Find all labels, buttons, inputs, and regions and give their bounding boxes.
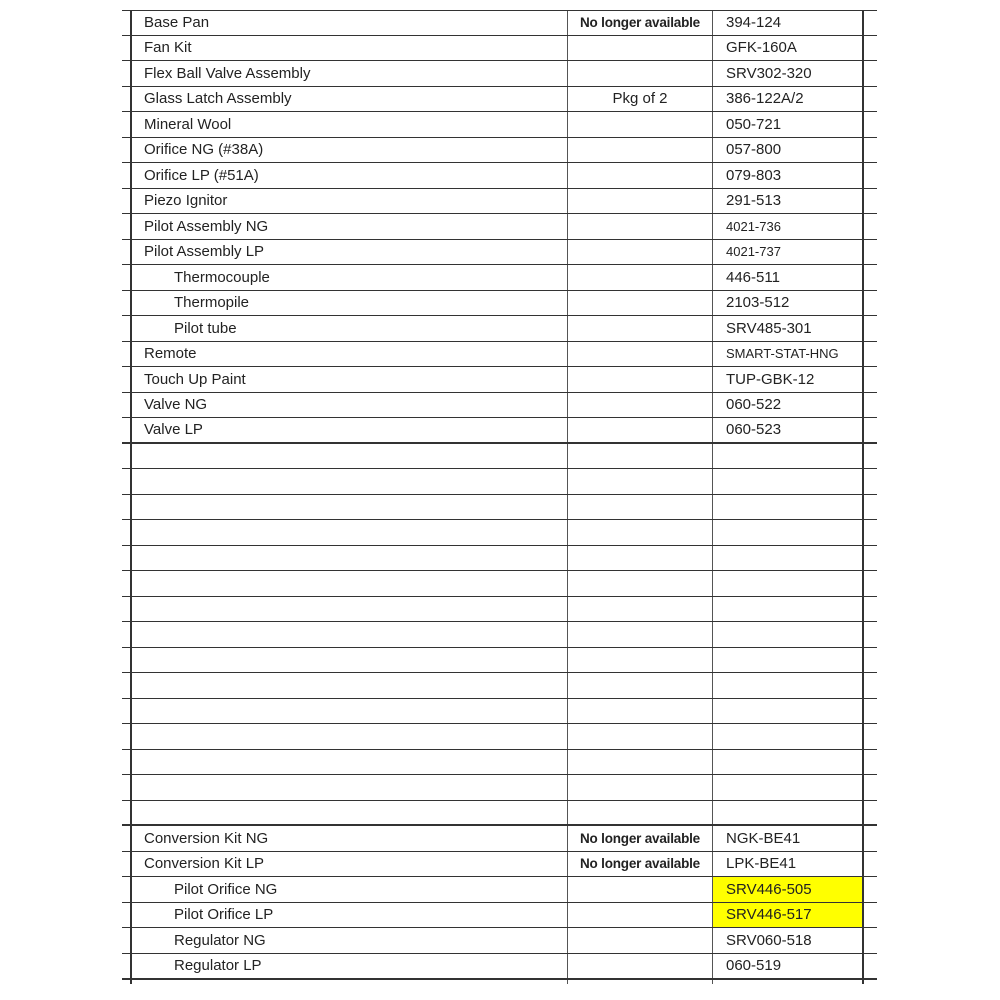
part-number: SRV302-320 [726,64,812,82]
part-note [568,163,712,188]
part-number: 446-511 [726,268,780,286]
part-number [713,469,862,494]
part-note [568,61,712,86]
part-note [568,673,712,698]
part-number: SRV446-505 [713,877,862,902]
part-note [568,954,712,979]
part-description: Fan Kit [144,39,192,57]
part-description: Touch Up Paint [144,370,246,388]
part-note: No longer available [580,830,700,846]
part-description: Remote [144,345,197,363]
part-number: 060-523 [726,421,782,439]
part-note [568,138,712,163]
part-note [568,597,712,622]
part-note [568,495,712,520]
part-note [568,316,712,341]
table-row [122,316,877,342]
part-note [568,801,712,825]
table-row [122,418,877,444]
part-description: Pilot tube [174,319,237,337]
part-description: Valve LP [144,421,203,439]
part-description: Thermocouple [174,268,270,286]
table-row [122,495,877,521]
part-number [713,622,862,647]
table-row [122,546,877,572]
table-row [122,189,877,215]
part-note [568,724,712,749]
table-row [122,826,877,852]
table-row [122,520,877,546]
table-row [122,240,877,266]
part-description: Pilot Orifice LP [174,906,274,924]
part-number [713,520,862,545]
table-row [122,597,877,623]
part-number: TUP-GBK-12 [726,370,815,388]
part-number: 291-513 [726,192,782,210]
table-row [122,444,877,470]
part-number: 050-721 [726,115,782,133]
table-row [122,801,877,827]
part-number: SRV060-518 [726,931,812,949]
part-note [568,444,712,469]
part-note: No longer available [580,15,700,31]
table-row [122,775,877,801]
part-description: Pilot Assembly NG [144,217,269,235]
part-number [713,724,862,749]
part-number [713,495,862,520]
table-row [122,163,877,189]
part-description: Glass Latch Assembly [144,90,292,108]
part-note [568,393,712,418]
table-row [122,87,877,113]
part-number: 394-124 [726,14,782,32]
part-note [568,36,712,61]
part-note [568,775,712,800]
table-row [122,673,877,699]
part-note [568,112,712,137]
part-description: Valve NG [144,396,208,414]
part-number [713,571,862,596]
part-number: NGK-BE41 [726,829,801,847]
table-row [122,954,877,980]
part-number: LPK-BE41 [726,855,797,873]
part-note [568,189,712,214]
table-row [122,291,877,317]
table-row [122,750,877,776]
part-note [568,240,712,265]
part-note: Pkg of 2 [612,90,668,108]
part-number [713,648,862,673]
part-description: Thermopile [174,294,250,312]
table-row [122,928,877,954]
part-number [713,750,862,775]
part-note [568,750,712,775]
part-description: Flex Ball Valve Assembly [144,64,311,82]
part-note [568,214,712,239]
table-row [122,393,877,419]
table-row [122,61,877,87]
part-note [568,418,712,442]
table-row [122,214,877,240]
part-number [713,444,862,469]
table-row [122,877,877,903]
part-description: Orifice NG (#38A) [144,141,264,159]
part-number: 4021-737 [726,244,781,260]
part-number: 060-519 [726,957,782,975]
part-number: 4021-736 [726,218,781,234]
part-number: 060-522 [726,396,782,414]
part-note [568,367,712,392]
part-note [568,571,712,596]
part-description: Conversion Kit NG [144,829,269,847]
table-row [122,724,877,750]
part-number: 2103-512 [726,294,790,312]
part-note [568,265,712,290]
part-note [568,648,712,673]
table-row [122,699,877,725]
table-row [122,852,877,878]
table-row [122,469,877,495]
part-description: Conversion Kit LP [144,855,265,873]
part-note [568,546,712,571]
part-description: Pilot Assembly LP [144,243,265,261]
table-row [122,138,877,164]
table-row [122,903,877,929]
part-note [568,699,712,724]
part-number [713,673,862,698]
table-row [122,571,877,597]
part-note: No longer available [580,856,700,872]
part-number: 079-803 [726,166,782,184]
part-number: 057-800 [726,141,782,159]
part-description: Mineral Wool [144,115,232,133]
part-number [713,597,862,622]
table-row [122,10,877,36]
part-description: Regulator LP [174,957,262,975]
part-number: SRV446-517 [713,903,862,928]
part-description: Orifice LP (#51A) [144,166,259,184]
part-description: Regulator NG [174,931,266,949]
part-number: GFK-160A [726,39,797,57]
part-note [568,903,712,928]
part-number: 386-122A/2 [726,90,804,108]
part-number [713,801,862,825]
part-note [568,877,712,902]
part-number: SRV485-301 [726,319,812,337]
part-note [568,622,712,647]
table-row [122,342,877,368]
part-number [713,546,862,571]
part-description: Base Pan [144,14,210,32]
table-bottom-border [122,978,877,980]
part-description: Pilot Orifice NG [174,880,278,898]
part-description: Piezo Ignitor [144,192,228,210]
part-number: SMART-STAT-HNG [726,346,839,362]
part-note [568,469,712,494]
table-row [122,367,877,393]
part-number [713,775,862,800]
table-row [122,622,877,648]
table-row [122,112,877,138]
part-note [568,520,712,545]
table-row [122,265,877,291]
part-number [713,699,862,724]
part-note [568,928,712,953]
table-row [122,36,877,62]
part-note [568,291,712,316]
part-note [568,342,712,367]
table-row [122,648,877,674]
